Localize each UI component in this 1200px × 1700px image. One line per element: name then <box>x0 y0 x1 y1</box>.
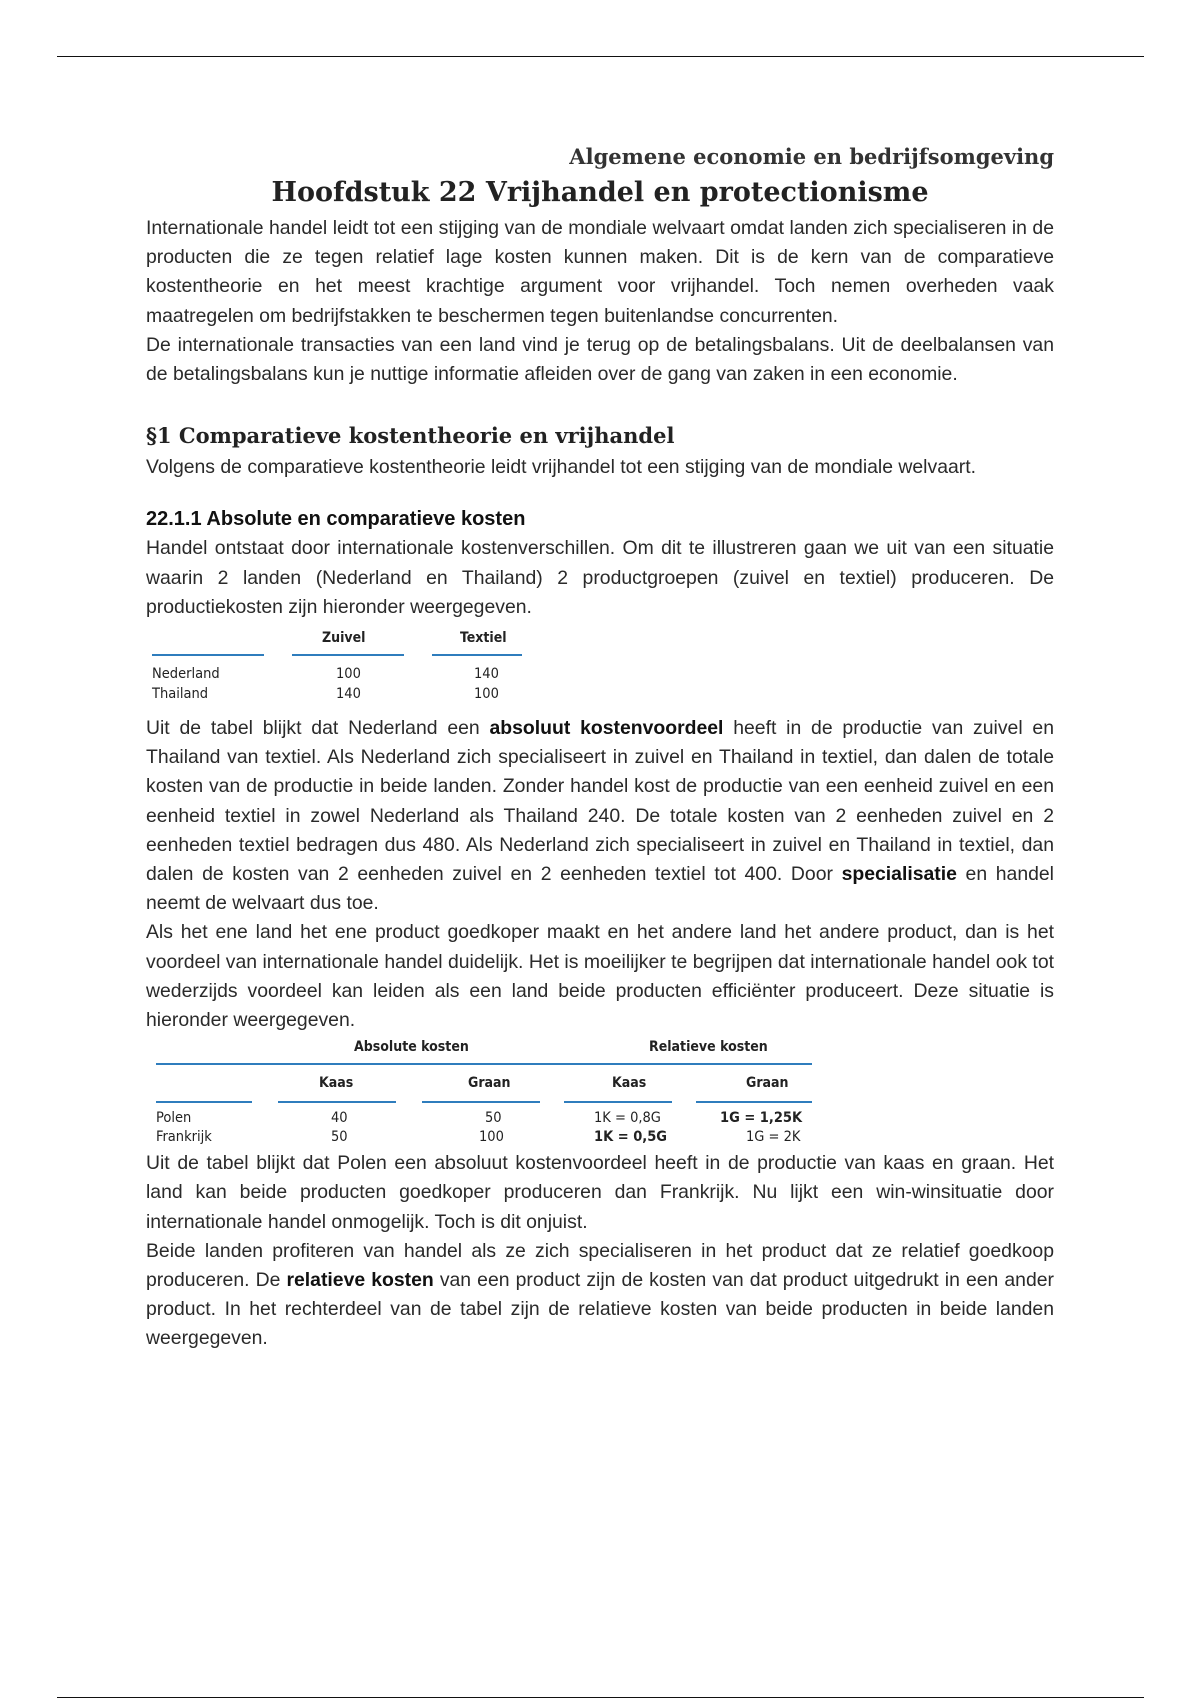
table-rule <box>432 654 522 656</box>
chapter-title: Hoofdstuk 22 Vrijhandel en protectionisme <box>271 177 929 208</box>
subsection-heading: 22.1.1 Absolute en comparatieve kosten <box>146 508 526 531</box>
table-cell: 1K = 0,8G <box>594 1110 661 1127</box>
table-rule <box>278 1101 396 1103</box>
group-header-relative: Relatieve kosten <box>649 1039 768 1056</box>
absolute-relative-cost-table <box>156 1039 816 1149</box>
text-run: Uit de tabel blijkt dat Nederland een <box>146 717 490 740</box>
table-rule <box>422 1101 540 1103</box>
group-header-absolute: Absolute kosten <box>354 1039 469 1056</box>
table-rule <box>696 1101 812 1103</box>
table-cell: 1G = 2K <box>746 1129 801 1146</box>
table-rule <box>564 1101 672 1103</box>
subsection-paragraph: Handel ontstaat door internationale kostenverschillen. Om dit te illustreren gaan we uit van een situatie waarin 2 landen (Nederland en Thailand) 2 productgroepen (zuivel en textiel) produceren. De productiekosten zijn hieronder weergegeven. <box>146 537 1054 618</box>
section-intro: Volgens de comparatieve kostentheorie leidt vrijhandel tot een stijging van de mondiale welvaart. <box>146 456 976 479</box>
production-cost-table <box>152 628 532 714</box>
table-rule <box>156 1063 812 1065</box>
text-run: heeft in de productie van zuivel en Thailand van textiel. Als Nederland zich specialiseert in zuivel en Thailand in textiel, dan dalen de totale kosten van de productie in beide landen. Zonder handel kost de productie van een eenheid zuivel en een eenheid textiel in zowel Nederland als Thailand 240. De totale kosten van 2 eenheden zuivel en 2 eenheden textiel bedragen dus 480. Als Nederland zich specialiseert in zuivel en Thailand in textiel, dan dalen de kosten van 2 eenheden zuivel en 2 eenheden textiel tot 400. Door <box>146 717 1054 886</box>
table-row-label: Frankrijk <box>156 1129 212 1146</box>
table-row-label: Nederland <box>152 666 220 683</box>
table-row-label: Polen <box>156 1110 192 1127</box>
intro-paragraph-1: Internationale handel leidt tot een stijging van de mondiale welvaart omdat landen zich specialiseren in de producten die ze tegen relatief lage kosten kunnen maken. Dit is de kern van de comparatieve kostentheorie en het meest krachtige argument voor vrijhandel. Toch nemen overheden vaak maatregelen om bedrijfstakken te beschermen tegen buitenlandse concurrenten. <box>146 217 1054 327</box>
table-rule <box>152 654 264 656</box>
table-header-graan: Graan <box>468 1075 511 1092</box>
top-rule <box>57 56 1144 57</box>
table-cell: 50 <box>331 1129 348 1146</box>
document-subject: Algemene economie en bedrijfsomgeving <box>569 144 1054 169</box>
table-header-zuivel: Zuivel <box>322 630 366 647</box>
table-cell: 100 <box>474 686 499 703</box>
table-header-kaas: Kaas <box>319 1075 354 1092</box>
table-header-textiel: Textiel <box>460 630 507 647</box>
table-cell: 140 <box>336 686 361 703</box>
table-cell: 140 <box>474 666 499 683</box>
polen-advantage-paragraph: Uit de tabel blijkt dat Polen een absoluut kostenvoordeel heeft in de productie van kaas en graan. Het land kan beide producten goedkoper produceren dan Frankrijk. Nu lijkt een win-winsituatie door internationale handel onmogelijk. Toch is dit onjuist. <box>146 1152 1054 1233</box>
bottom-rule <box>57 1697 1144 1698</box>
bold-term: specialisatie <box>841 863 957 886</box>
relative-cost-paragraph <box>146 1237 1054 1354</box>
page-content <box>146 140 1054 1354</box>
table-rule <box>292 654 404 656</box>
table-cell: 40 <box>331 1110 348 1127</box>
bold-term: relatieve kosten <box>286 1269 434 1292</box>
bold-term: absoluut kostenvoordeel <box>489 717 724 740</box>
section-heading: §1 Comparatieve kostentheorie en vrijhandel <box>146 423 675 449</box>
table-row-label: Thailand <box>152 686 209 703</box>
table-cell: 50 <box>485 1110 502 1127</box>
table-cell: 1G = 1,25K <box>720 1110 803 1127</box>
table-header-kaas-relative: Kaas <box>612 1075 647 1092</box>
text-run: van een product zijn de kosten van dat product uitgedrukt in een ander product. In het rechterdeel van de tabel zijn de relatieve kosten van beide producten in beide landen weergegeven. <box>146 1269 1054 1350</box>
intro-paragraph-2: De internationale transacties van een land vind je terug op de betalingsbalans. Uit de deelbalansen van de betalingsbalans kun je nuttige informatie afleiden over de gang van zaken in een economie. <box>146 333 1054 386</box>
table-cell: 100 <box>336 666 361 683</box>
absolute-advantage-paragraph <box>146 714 1054 918</box>
table-rule <box>156 1101 252 1103</box>
mutual-benefit-paragraph: Als het ene land het ene product goedkoper maakt en het andere land het andere product, dan is het voordeel van internationale handel duidelijk. Het is moeilijker te begrijpen dat internationale handel ook tot wederzijds voordeel kan leiden als een land beide producten efficiënter produceert. Deze situatie is hieronder weergegeven. <box>146 921 1054 1032</box>
table-cell: 1K = 0,5G <box>594 1129 668 1146</box>
table-header-graan-relative: Graan <box>746 1075 789 1092</box>
text-run: en handel neemt de welvaart dus toe. <box>146 863 1054 915</box>
table-cell: 100 <box>479 1129 504 1146</box>
text-run: Beide landen profiteren van handel als ze zich specialiseren in het product dat ze relatief goedkoop produceren. De <box>146 1239 1054 1292</box>
